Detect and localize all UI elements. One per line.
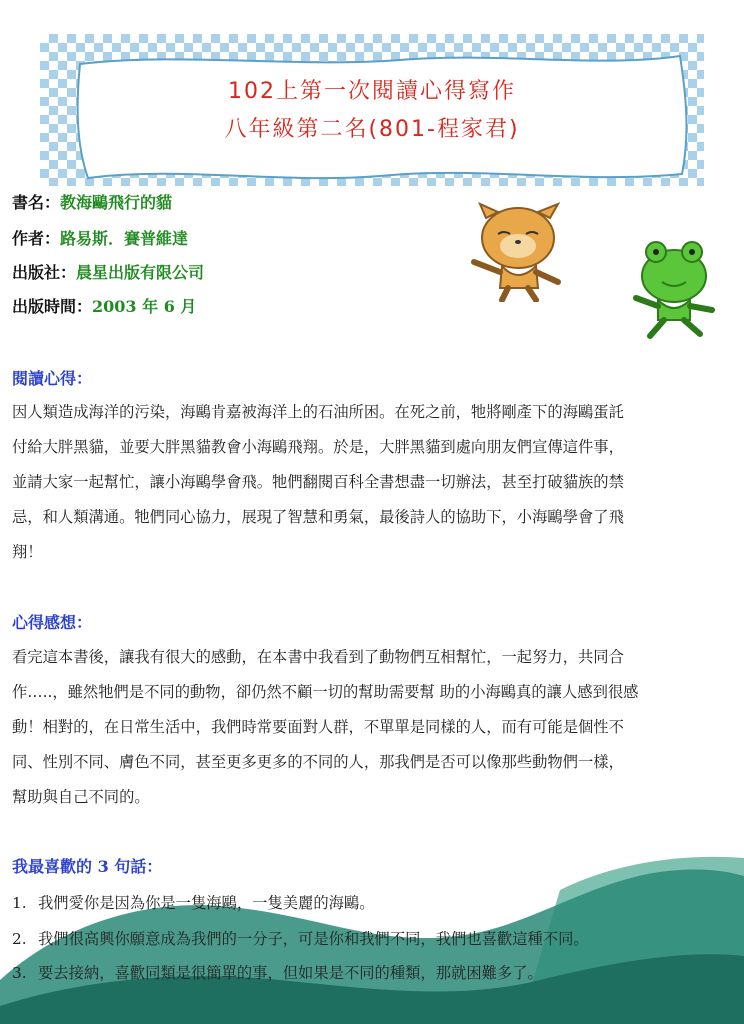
favorite-text: 要去接納，喜歡同類是很簡單的事，但如果是不同的種類，那就困難多了。	[38, 964, 543, 982]
favorite-item	[12, 927, 589, 949]
reading-line: 翔！	[12, 543, 43, 561]
frog-character-illustration	[628, 236, 720, 340]
reading-line: 忌，和人類溝通。牠們同心協力，展現了智慧和勇氣，最後詩人的協助下，小海鷗學會了飛	[12, 508, 624, 526]
banner-title-line-1: 102上第一次閱讀心得寫作	[228, 79, 516, 104]
book-title-row	[12, 190, 172, 213]
book-author-label: 作者：	[12, 229, 61, 248]
book-title-value: 教海鷗飛行的貓	[60, 193, 173, 212]
thoughts-line: 看完這本書後，讓我有很大的感動，在本書中我看到了動物們互相幫忙，一起努力，共同合	[12, 648, 624, 666]
thoughts-line: 作…..，雖然牠們是不同的動物，卻仍然不顧一切的幫助需要幫 助的小海鷗真的讓人感到很感	[12, 683, 639, 701]
book-author-row	[12, 226, 188, 249]
thoughts-line: 同、性別不同、膚色不同，甚至更多更多的不同的人，那我們是否可以像那些動物們一樣，	[12, 753, 624, 771]
book-title-label: 書名：	[12, 193, 61, 212]
favorite-text: 我們愛你是因為你是一隻海鷗，一隻美麗的海鷗。	[38, 894, 375, 912]
favorites-heading: 我最喜歡的 3 句話：	[12, 857, 163, 876]
book-publisher-label: 出版社：	[12, 263, 77, 282]
favorite-text: 我們很高興你願意成為我們的一分子，可是你和我們不同，我們也喜歡這種不同。	[38, 930, 589, 948]
book-date-row	[12, 294, 196, 317]
banner-title-line-2: 八年級第二名(801-程家君)	[224, 117, 520, 142]
favorite-item	[12, 961, 543, 983]
favorite-number: 3.	[12, 964, 27, 982]
book-publisher-row	[12, 260, 204, 283]
book-author-value: 路易斯．賽普維達	[60, 229, 189, 248]
favorite-number: 1.	[12, 894, 27, 912]
favorite-item	[12, 891, 375, 913]
reading-line: 因人類造成海洋的污染，海鷗肯嘉被海洋上的石油所困。在死之前，牠將剛產下的海鷗蛋託	[12, 403, 624, 421]
book-date-label: 出版時間：	[12, 297, 93, 316]
banner-panel	[40, 34, 704, 186]
thoughts-line: 動！相對的，在日常生活中，我們時常要面對人群，不單單是同樣的人，而有可能是個性不	[12, 718, 624, 736]
thoughts-paragraph	[12, 640, 732, 815]
reading-line: 並請大家一起幫忙，讓小海鷗學會飛。牠們翻閱百科全書想盡一切辦法，甚至打破貓族的禁	[12, 473, 624, 491]
favorite-number: 2.	[12, 930, 27, 948]
reading-line: 付給大胖黑貓，並要大胖黑貓教會小海鷗飛翔。於是，大胖黑貓到處向朋友們宣傳這件事，	[12, 438, 624, 456]
reading-heading: 閱讀心得：	[12, 369, 93, 388]
thoughts-heading: 心得感想：	[12, 613, 93, 632]
book-publisher-value: 晨星出版有限公司	[76, 263, 205, 282]
cat-character-illustration	[466, 202, 570, 302]
book-date-value: 2003 年 6 月	[92, 297, 197, 316]
thoughts-line: 幫助與自己不同的。	[12, 788, 150, 806]
reading-paragraph	[12, 395, 732, 570]
